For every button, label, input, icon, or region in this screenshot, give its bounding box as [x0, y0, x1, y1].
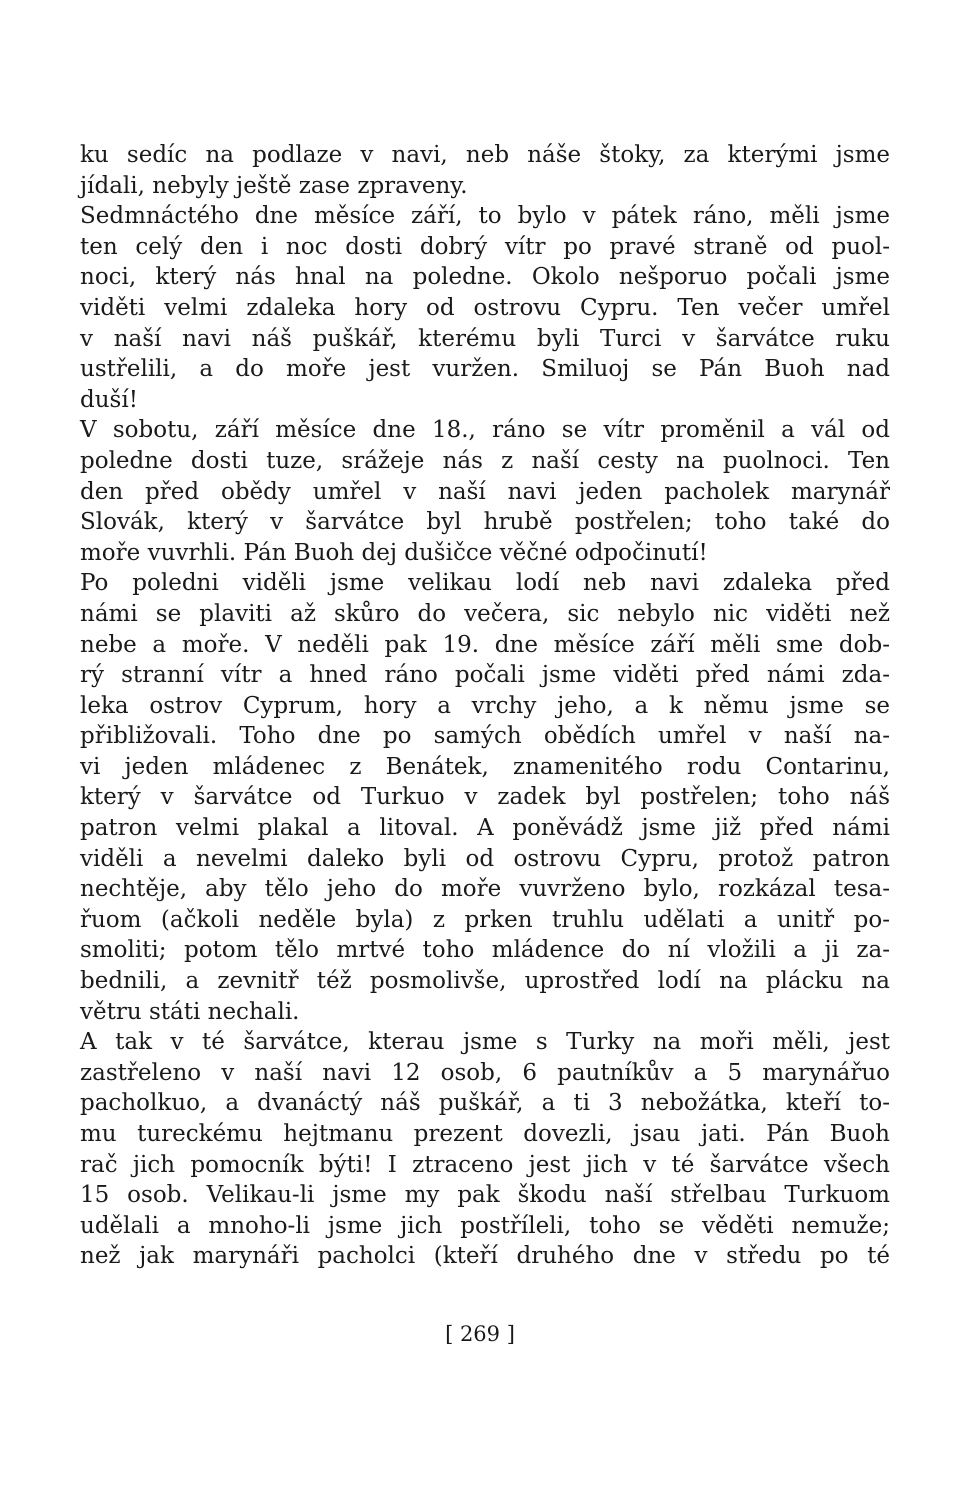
text-line: ten celý den i noc dosti dobrý vítr po pravé straně od puol-: [80, 233, 890, 260]
text-line: Sedmnáctého dne měsíce září, to bylo v pátek ráno, měli jsme: [80, 203, 890, 230]
text-line: V sobotu, září měsíce dne 18., ráno se vítr proměnil a vál od: [80, 417, 890, 444]
text-line: Slovák, který v šarvátce byl hrubě postřelen; toho také do: [80, 509, 890, 536]
text-line: udělali a mnoho-li jsme jich postříleli, toho se věděti nemuže;: [80, 1212, 890, 1239]
text-line: bednili, a zevnitř též posmolivše, uprostřed lodí na plácku na: [80, 968, 890, 995]
text-line: rý stranní vítr a hned ráno počali jsme viděti před námi zda-: [80, 662, 890, 689]
text-line: ku sedíc na podlaze v navi, neb náše štoky, za kterými jsme: [80, 142, 890, 168]
text-line: patron velmi plakal a litoval. A poněvádž jsme již před námi: [80, 815, 890, 842]
text-line: smoliti; potom tělo mrtvé toho mládence do ní vložili a ji za-: [80, 937, 890, 964]
text-line: pacholkuo, a dvanáctý náš puškář, a ti 3 nebožátka, kteří to-: [80, 1090, 890, 1117]
text-line: přibližovali. Toho dne po samých obědích umřel v naší na-: [80, 723, 890, 750]
page-number: [ 269 ]: [445, 1322, 515, 1346]
text-line: který v šarvátce od Turkuo v zadek byl postřelen; toho náš: [80, 784, 890, 811]
text-line: duší!: [80, 386, 138, 413]
text-line: než jak marynáři pacholci (kteří druhého dne v středu po té: [80, 1243, 890, 1270]
text-line: námi se plaviti až skůro do večera, sic nebylo nic viděti než: [80, 600, 890, 627]
text-line: mu tureckému hejtmanu prezent dovezli, jsau jati. Pán Buoh: [80, 1121, 890, 1147]
text-line: větru státi nechali.: [80, 998, 300, 1025]
text-line: v naší navi náš puškář, kterému byli Turci v šarvátce ruku: [80, 325, 890, 352]
text-line: ustřelili, a do moře jest vuržen. Smiluoj se Pán Buoh nad: [80, 356, 890, 383]
text-line: den před obědy umřel v naší navi jeden pacholek marynář: [80, 478, 890, 505]
text-line: noci, který nás hnal na poledne. Okolo nešporuo počali jsme: [80, 264, 890, 291]
body-text: [80, 140, 890, 1272]
text-line: viděli a nevelmi daleko byli od ostrovu Cypru, protož patron: [80, 845, 890, 872]
text-line: nechtěje, aby tělo jeho do moře vuvrženo bylo, rozkázal tesa-: [80, 876, 890, 903]
text-line: poledne dosti tuze, srážeje nás z naší cesty na puolnoci. Ten: [80, 447, 890, 474]
text-line: Po poledni viděli jsme velikau lodí neb navi zdaleka před: [80, 570, 890, 597]
text-line: jídali, nebyly ještě zase zpraveny.: [80, 172, 468, 199]
text-line: leka ostrov Cyprum, hory a vrchy jeho, a k němu jsme se: [80, 692, 890, 719]
text-line: rač jich pomocník býti! I ztraceno jest jich v té šarvátce všech: [80, 1151, 890, 1178]
text-line: 15 osob. Velikau-li jsme my pak škodu naší střelbau Turkuom: [80, 1182, 890, 1209]
text-line: moře vuvrhli. Pán Buoh dej dušičce věčné odpočinutí!: [80, 539, 708, 566]
text-line: řuom (ačkoli neděle byla) z prken truhlu udělati a unitř po-: [80, 906, 890, 933]
text-line: vi jeden mládenec z Benátek, znamenitého rodu Contarinu,: [80, 753, 890, 780]
text-line: viděti velmi zdaleka hory od ostrovu Cypru. Ten večer umřel: [80, 294, 890, 321]
text-line: nebe a moře. V neděli pak 19. dne měsíce září měli sme dob-: [80, 631, 890, 658]
text-line: A tak v té šarvátce, kterau jsme s Turky na moři měli, jest: [80, 1029, 890, 1056]
text-line: zastřeleno v naší navi 12 osob, 6 pautníkův a 5 marynářuo: [80, 1059, 890, 1086]
